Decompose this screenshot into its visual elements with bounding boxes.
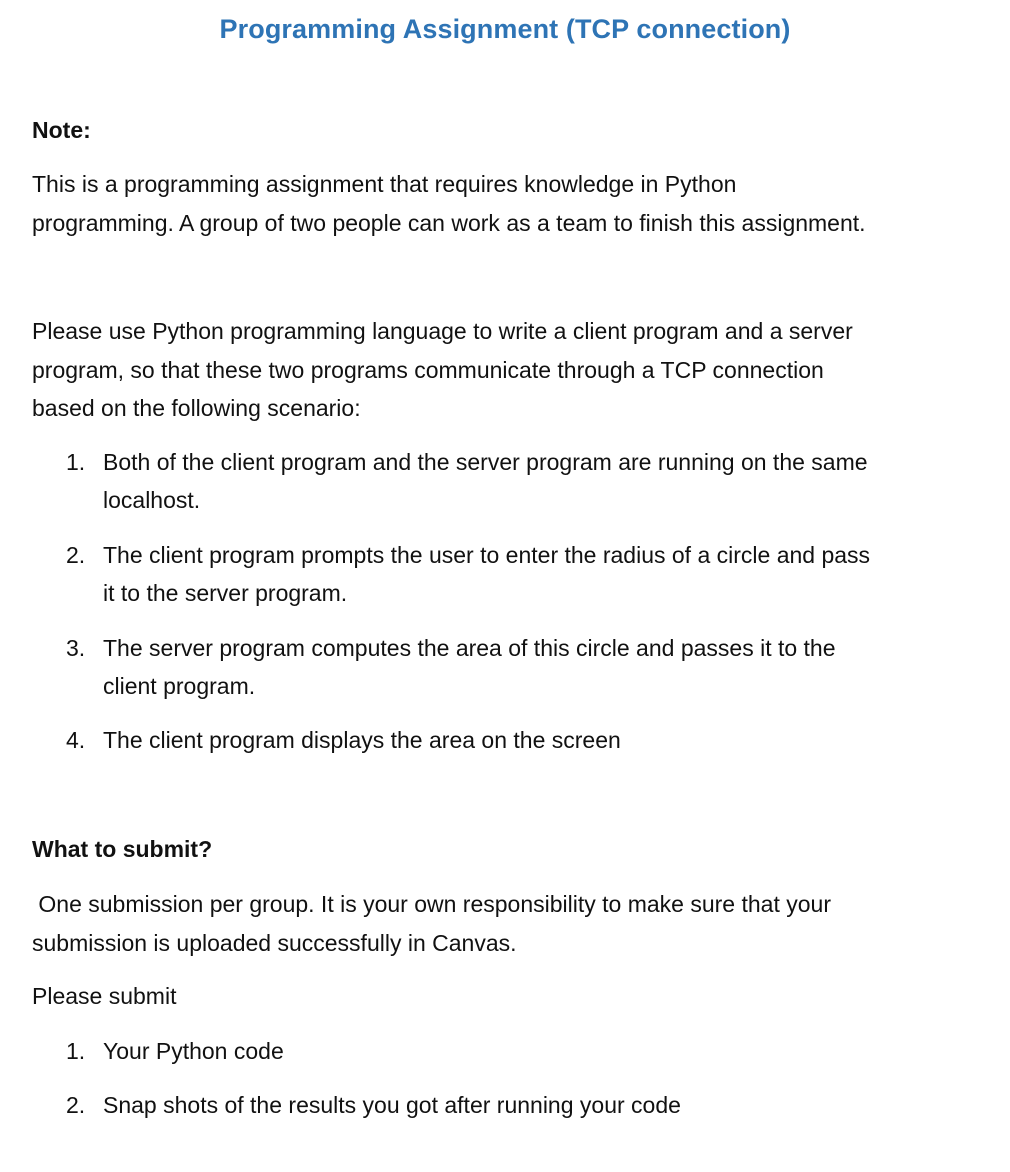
instructions-line-1: Please use Python programming language to write a client program and a server xyxy=(32,318,853,344)
list-item-text: Snap shots of the results you got after running your code xyxy=(103,1092,681,1118)
list-item-text xyxy=(103,629,983,705)
instructions-paragraph xyxy=(32,312,982,428)
page-title: Programming Assignment (TCP connection) xyxy=(219,14,791,44)
list-item-line-1: The client program displays the area on the screen xyxy=(103,727,621,753)
list-item-text xyxy=(103,536,983,612)
note-heading: Note: xyxy=(32,117,91,143)
list-item-line-2: client program. xyxy=(103,673,256,699)
list-item-line-1: The client program prompts the user to enter the radius of a circle and pass xyxy=(103,542,871,568)
list-item-text: Your Python code xyxy=(103,1038,284,1064)
list-item-line-1: Both of the client program and the server program are running on the same xyxy=(103,449,868,475)
submit-paragraph xyxy=(32,885,982,962)
please-submit-label: Please submit xyxy=(32,983,177,1009)
note-line-1: This is a programming assignment that requires knowledge in Python xyxy=(32,171,737,197)
instructions-line-2: program, so that these two programs communicate through a TCP connection xyxy=(32,356,824,383)
list-item-text xyxy=(103,721,983,759)
note-paragraph xyxy=(32,165,982,242)
list-item-number: 2. xyxy=(66,1092,86,1118)
list-item-line-1: The server program computes the area of this circle and passes it to the xyxy=(103,635,836,661)
list-item-text xyxy=(103,443,983,519)
submit-line-1: One submission per group. It is your own responsibility to make sure that your xyxy=(32,891,831,917)
list-item-line-2: it to the server program. xyxy=(103,580,348,606)
list-item-number: 4. xyxy=(66,727,86,753)
list-item-number: 3. xyxy=(66,635,86,661)
submit-heading: What to submit? xyxy=(32,836,213,862)
instructions-line-3: based on the following scenario: xyxy=(32,395,361,421)
submit-line-2: submission is uploaded successfully in Canvas. xyxy=(32,929,517,956)
list-item-number: 1. xyxy=(66,449,86,475)
note-line-2: programming. A group of two people can work as a team to finish this assignment. xyxy=(32,209,866,236)
list-item-number: 1. xyxy=(66,1038,86,1064)
list-item-line-2: localhost. xyxy=(103,487,201,513)
list-item-number: 2. xyxy=(66,542,86,568)
